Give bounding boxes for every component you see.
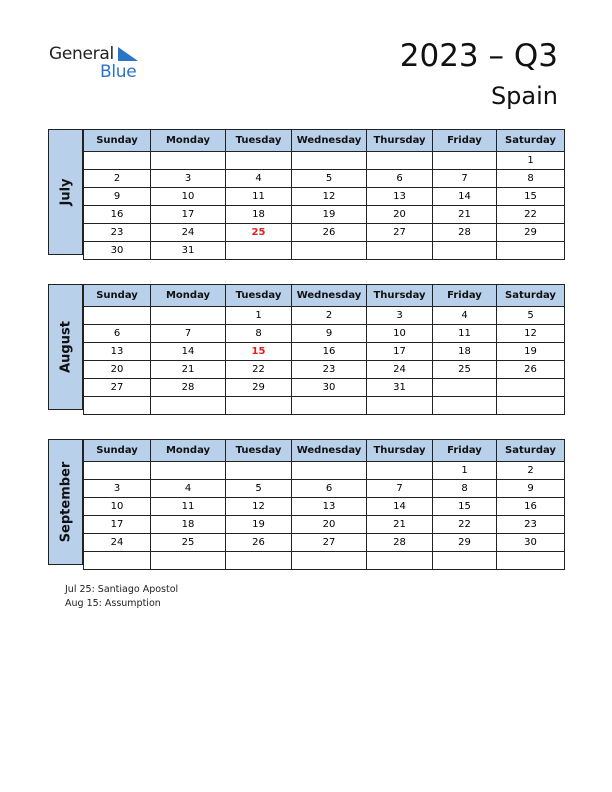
- day-cell: 3: [367, 307, 433, 325]
- month-name: July: [58, 178, 73, 206]
- brand-logo: [49, 44, 149, 84]
- weekday-header-row: [84, 130, 565, 152]
- day-cell: 27: [84, 379, 151, 397]
- month-table: [83, 129, 565, 260]
- weekday-header-row: [84, 285, 565, 307]
- day-cell: 23: [84, 224, 151, 242]
- day-cell: 18: [226, 206, 292, 224]
- month-table: [83, 439, 565, 570]
- weekday-header: Monday: [151, 130, 226, 152]
- month-name: September: [58, 461, 73, 543]
- empty-day-cell: [226, 552, 292, 570]
- month-label-panel: [48, 129, 83, 255]
- week-row: [84, 343, 565, 361]
- week-row: [84, 307, 565, 325]
- day-cell: 9: [292, 325, 367, 343]
- empty-day-cell: [84, 462, 151, 480]
- day-cell: 24: [84, 534, 151, 552]
- day-cell: 25: [433, 361, 497, 379]
- day-cell: 7: [433, 170, 497, 188]
- day-cell: 2: [497, 462, 565, 480]
- day-cell: 6: [84, 325, 151, 343]
- day-cell: 17: [367, 343, 433, 361]
- logo-word-general: General: [49, 44, 114, 64]
- empty-day-cell: [226, 462, 292, 480]
- weekday-header: Wednesday: [292, 285, 367, 307]
- day-cell: 22: [433, 516, 497, 534]
- day-cell: 20: [292, 516, 367, 534]
- day-cell: 5: [292, 170, 367, 188]
- week-row: [84, 224, 565, 242]
- day-cell: 18: [151, 516, 226, 534]
- day-cell: 9: [497, 480, 565, 498]
- day-cell: 19: [497, 343, 565, 361]
- weekday-header: Sunday: [84, 130, 151, 152]
- month-calendar-1: [48, 284, 564, 410]
- week-row: [84, 397, 565, 415]
- day-cell: 10: [367, 325, 433, 343]
- month-calendar-0: [48, 129, 564, 255]
- day-cell: 11: [151, 498, 226, 516]
- holiday-note: Jul 25: Santiago Apostol: [65, 584, 179, 595]
- day-cell: 19: [292, 206, 367, 224]
- day-cell: 27: [367, 224, 433, 242]
- empty-day-cell: [433, 242, 497, 260]
- holiday-notes: [65, 583, 178, 611]
- day-cell: 28: [433, 224, 497, 242]
- weekday-header: Thursday: [367, 130, 433, 152]
- empty-day-cell: [497, 379, 565, 397]
- empty-day-cell: [367, 462, 433, 480]
- day-cell: 12: [497, 325, 565, 343]
- weekday-header: Friday: [433, 440, 497, 462]
- weekday-header: Tuesday: [226, 285, 292, 307]
- day-cell: 21: [433, 206, 497, 224]
- empty-day-cell: [151, 307, 226, 325]
- day-cell: 21: [151, 361, 226, 379]
- day-cell: 9: [84, 188, 151, 206]
- empty-day-cell: [497, 397, 565, 415]
- weekday-header: Wednesday: [292, 440, 367, 462]
- empty-day-cell: [497, 552, 565, 570]
- day-cell: 26: [226, 534, 292, 552]
- day-cell: 22: [497, 206, 565, 224]
- day-cell: 12: [292, 188, 367, 206]
- weekday-header: Thursday: [367, 285, 433, 307]
- day-cell: 15: [433, 498, 497, 516]
- month-table: [83, 284, 565, 415]
- day-cell: 14: [433, 188, 497, 206]
- page-title: 2023 – Q3: [399, 38, 558, 74]
- empty-day-cell: [497, 242, 565, 260]
- weekday-header: Thursday: [367, 440, 433, 462]
- day-cell: 18: [433, 343, 497, 361]
- day-cell: 6: [367, 170, 433, 188]
- day-cell: 20: [367, 206, 433, 224]
- day-cell: 13: [292, 498, 367, 516]
- empty-day-cell: [292, 397, 367, 415]
- holiday-day-cell: 25: [226, 224, 292, 242]
- day-cell: 8: [226, 325, 292, 343]
- day-cell: 23: [497, 516, 565, 534]
- day-cell: 27: [292, 534, 367, 552]
- weekday-header: Monday: [151, 440, 226, 462]
- empty-day-cell: [151, 397, 226, 415]
- empty-day-cell: [367, 397, 433, 415]
- empty-day-cell: [367, 242, 433, 260]
- empty-day-cell: [151, 552, 226, 570]
- day-cell: 5: [497, 307, 565, 325]
- day-cell: 28: [367, 534, 433, 552]
- empty-day-cell: [151, 152, 226, 170]
- day-cell: 7: [151, 325, 226, 343]
- empty-day-cell: [433, 397, 497, 415]
- day-cell: 23: [292, 361, 367, 379]
- empty-day-cell: [433, 379, 497, 397]
- logo-triangle-icon: [118, 47, 140, 63]
- empty-day-cell: [226, 242, 292, 260]
- day-cell: 29: [226, 379, 292, 397]
- empty-day-cell: [433, 552, 497, 570]
- day-cell: 6: [292, 480, 367, 498]
- day-cell: 31: [151, 242, 226, 260]
- week-row: [84, 516, 565, 534]
- day-cell: 1: [433, 462, 497, 480]
- weekday-header: Wednesday: [292, 130, 367, 152]
- day-cell: 7: [367, 480, 433, 498]
- day-cell: 17: [84, 516, 151, 534]
- weekday-header: Sunday: [84, 285, 151, 307]
- week-row: [84, 188, 565, 206]
- day-cell: 4: [226, 170, 292, 188]
- week-row: [84, 206, 565, 224]
- weekday-header: Saturday: [497, 130, 565, 152]
- day-cell: 20: [84, 361, 151, 379]
- empty-day-cell: [151, 462, 226, 480]
- weekday-header: Tuesday: [226, 440, 292, 462]
- week-row: [84, 242, 565, 260]
- day-cell: 2: [292, 307, 367, 325]
- day-cell: 22: [226, 361, 292, 379]
- weekday-header: Monday: [151, 285, 226, 307]
- day-cell: 14: [367, 498, 433, 516]
- day-cell: 26: [497, 361, 565, 379]
- day-cell: 30: [84, 242, 151, 260]
- day-cell: 13: [84, 343, 151, 361]
- day-cell: 3: [84, 480, 151, 498]
- day-cell: 24: [151, 224, 226, 242]
- empty-day-cell: [84, 152, 151, 170]
- day-cell: 29: [433, 534, 497, 552]
- weekday-header: Saturday: [497, 440, 565, 462]
- empty-day-cell: [292, 242, 367, 260]
- day-cell: 19: [226, 516, 292, 534]
- day-cell: 30: [292, 379, 367, 397]
- day-cell: 10: [84, 498, 151, 516]
- day-cell: 15: [497, 188, 565, 206]
- week-row: [84, 170, 565, 188]
- day-cell: 3: [151, 170, 226, 188]
- logo-word-blue: Blue: [100, 62, 137, 82]
- weekday-header: Sunday: [84, 440, 151, 462]
- empty-day-cell: [292, 552, 367, 570]
- day-cell: 16: [84, 206, 151, 224]
- holiday-day-cell: 15: [226, 343, 292, 361]
- day-cell: 8: [497, 170, 565, 188]
- empty-day-cell: [292, 152, 367, 170]
- empty-day-cell: [226, 397, 292, 415]
- day-cell: 28: [151, 379, 226, 397]
- empty-day-cell: [292, 462, 367, 480]
- empty-day-cell: [84, 552, 151, 570]
- day-cell: 30: [497, 534, 565, 552]
- day-cell: 1: [226, 307, 292, 325]
- month-label-panel: [48, 284, 83, 410]
- day-cell: 11: [226, 188, 292, 206]
- day-cell: 5: [226, 480, 292, 498]
- day-cell: 2: [84, 170, 151, 188]
- day-cell: 25: [151, 534, 226, 552]
- day-cell: 31: [367, 379, 433, 397]
- day-cell: 14: [151, 343, 226, 361]
- day-cell: 1: [497, 152, 565, 170]
- month-name: August: [58, 321, 73, 373]
- weekday-header: Tuesday: [226, 130, 292, 152]
- week-row: [84, 325, 565, 343]
- month-label-panel: [48, 439, 83, 565]
- day-cell: 4: [433, 307, 497, 325]
- day-cell: 8: [433, 480, 497, 498]
- week-row: [84, 462, 565, 480]
- empty-day-cell: [433, 152, 497, 170]
- day-cell: 10: [151, 188, 226, 206]
- holiday-note: Aug 15: Assumption: [65, 598, 161, 609]
- week-row: [84, 498, 565, 516]
- empty-day-cell: [367, 152, 433, 170]
- day-cell: 4: [151, 480, 226, 498]
- empty-day-cell: [84, 397, 151, 415]
- week-row: [84, 152, 565, 170]
- day-cell: 29: [497, 224, 565, 242]
- week-row: [84, 552, 565, 570]
- day-cell: 21: [367, 516, 433, 534]
- month-calendar-2: [48, 439, 564, 565]
- day-cell: 17: [151, 206, 226, 224]
- day-cell: 11: [433, 325, 497, 343]
- weekday-header: Friday: [433, 130, 497, 152]
- day-cell: 13: [367, 188, 433, 206]
- empty-day-cell: [84, 307, 151, 325]
- day-cell: 24: [367, 361, 433, 379]
- day-cell: 26: [292, 224, 367, 242]
- empty-day-cell: [367, 552, 433, 570]
- week-row: [84, 379, 565, 397]
- country-name: Spain: [490, 82, 558, 110]
- empty-day-cell: [226, 152, 292, 170]
- week-row: [84, 534, 565, 552]
- week-row: [84, 480, 565, 498]
- week-row: [84, 361, 565, 379]
- weekday-header-row: [84, 440, 565, 462]
- day-cell: 16: [497, 498, 565, 516]
- weekday-header: Saturday: [497, 285, 565, 307]
- day-cell: 16: [292, 343, 367, 361]
- day-cell: 12: [226, 498, 292, 516]
- weekday-header: Friday: [433, 285, 497, 307]
